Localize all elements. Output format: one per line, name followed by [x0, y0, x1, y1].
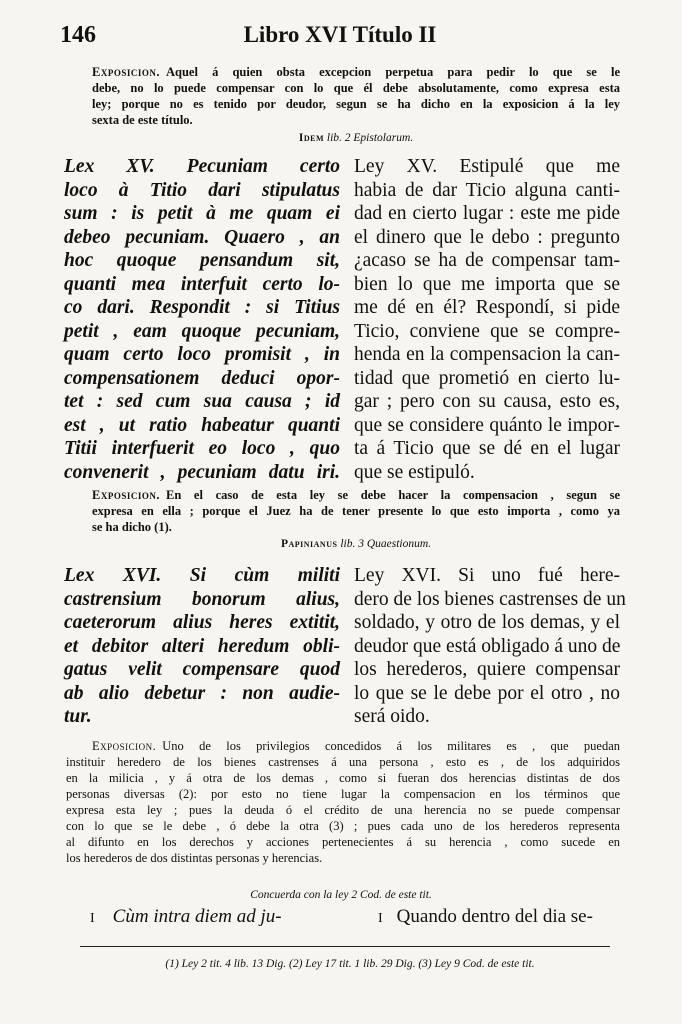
exposicion-note-1: Exposicion. Aquel á quien obsta excepcion perpetua para pedir lo que se le debe, no lo puede compensar con lo que él debe absolutamente, como expresa esta ley; porque no es tenido por deudor, segun se ha dicho en la exposicion á la ley sexta de este título. — [92, 65, 620, 127]
footnote-rule — [80, 946, 610, 947]
concordance-note: Concuerda con la ley 2 Cod. de este tit. — [250, 889, 432, 901]
source-citation-2: Papinianus lib. 3 Quaestionum. — [280, 538, 432, 550]
exposicion-label: Exposicion. — [92, 65, 160, 79]
latin-fragment: I Cùm intra diem ad ju- — [90, 906, 282, 927]
page-number: 146 — [60, 22, 96, 48]
page-header — [60, 22, 630, 52]
source-citation-1: Idem lib. 2 Epistolarum. — [298, 132, 414, 144]
lex-xvi-spanish-column: Ley XVI. Si uno fué here- dero de los bienes castrenses de un soldado, y otro de los demas, y el deudor que está obligado á uno de los herederos, quiere compensar lo que se le debe por el otro , no será oido. — [354, 565, 626, 727]
lex-xv-spanish-column: Ley XV. Estipulé que me habia de dar Ticio alguna canti- dad en cierto lugar : este me pide el dinero que le debo : pregunto ¿acaso se ha de compensar tam- bien lo que me importa que se me dé en él? Respondí, si pide Ticio, conviene que se compre- henda en la compensacion la can- tidad que prometió en cierto lu- gar ; pero con su causa, esto es, que se considere quánto le impor- ta á Ticio que se dé en el lugar que se estipuló. — [354, 156, 620, 483]
exposicion-note-2: Exposicion. En el caso de esta ley se debe hacer la compensacion , segun se expresa en ella ; porque el Juez ha de tener presente lo que esto importa , como ya se ha dicho (1). — [92, 488, 620, 534]
running-head: Libro XVI Título II — [243, 22, 437, 47]
exposicion-label: Exposicion. — [92, 739, 157, 753]
spanish-fragment: I Quando dentro del dia se- — [378, 906, 593, 927]
exposicion-label: Exposicion. — [92, 488, 160, 502]
lex-xvi-latin-column: Lex XVI. Si cùm militi castrensium bonorum alius, caeterorum alius heres extitit, et debitor alteri heredum obli- gatus velit compensare quod ab alio debetur : non audie- tur. — [64, 565, 340, 727]
footnotes: (1) Ley 2 tit. 4 lib. 13 Dig. (2) Ley 17 tit. 1 lib. 29 Dig. (3) Ley 9 Cod. de este tit. — [165, 958, 535, 970]
lex-xv-latin-column: Lex XV. Pecuniam certo loco à Titio dari stipulatus sum : is petit à me quam ei debeo pecuniam. Quaero , an hoc quoque pensandum sit, quanti mea interfuit certo lo- co dari. Respondit : si Titius petit , eam quoque pecuniam, quam certo loco promisit , in compensationem deduci opor- tet : sed cum sua causa ; id est , ut ratio habeatur quanti Titii interfuerit eo loco , quo convenerit , pecuniam datu iri. — [64, 156, 340, 483]
exposicion-note-3: Exposicion. Uno de los privilegios concedidos á los militares es , que puedan instituir heredero de los bienes castrenses á una persona , esto es , de los adquiridos en la milicia , y á otra de los demas , como si fueran dos herencias distintas de dos personas diversas (2): por esto no tiene lugar la compensacion en los términos que expresa esta ley ; pues la deuda ó el crédito de una herencia no se puede compensar con lo que se le debe , ó debe la otra (3) ; pues cada uno de los herederos representa al difunto en los derechos y acciones pertenecientes á su herencia , como sucede en los herederos de dos distintas personas y herencias. — [66, 739, 620, 865]
lex-xv-latin-line: Lex XV. Pecuniam certo — [64, 156, 340, 177]
